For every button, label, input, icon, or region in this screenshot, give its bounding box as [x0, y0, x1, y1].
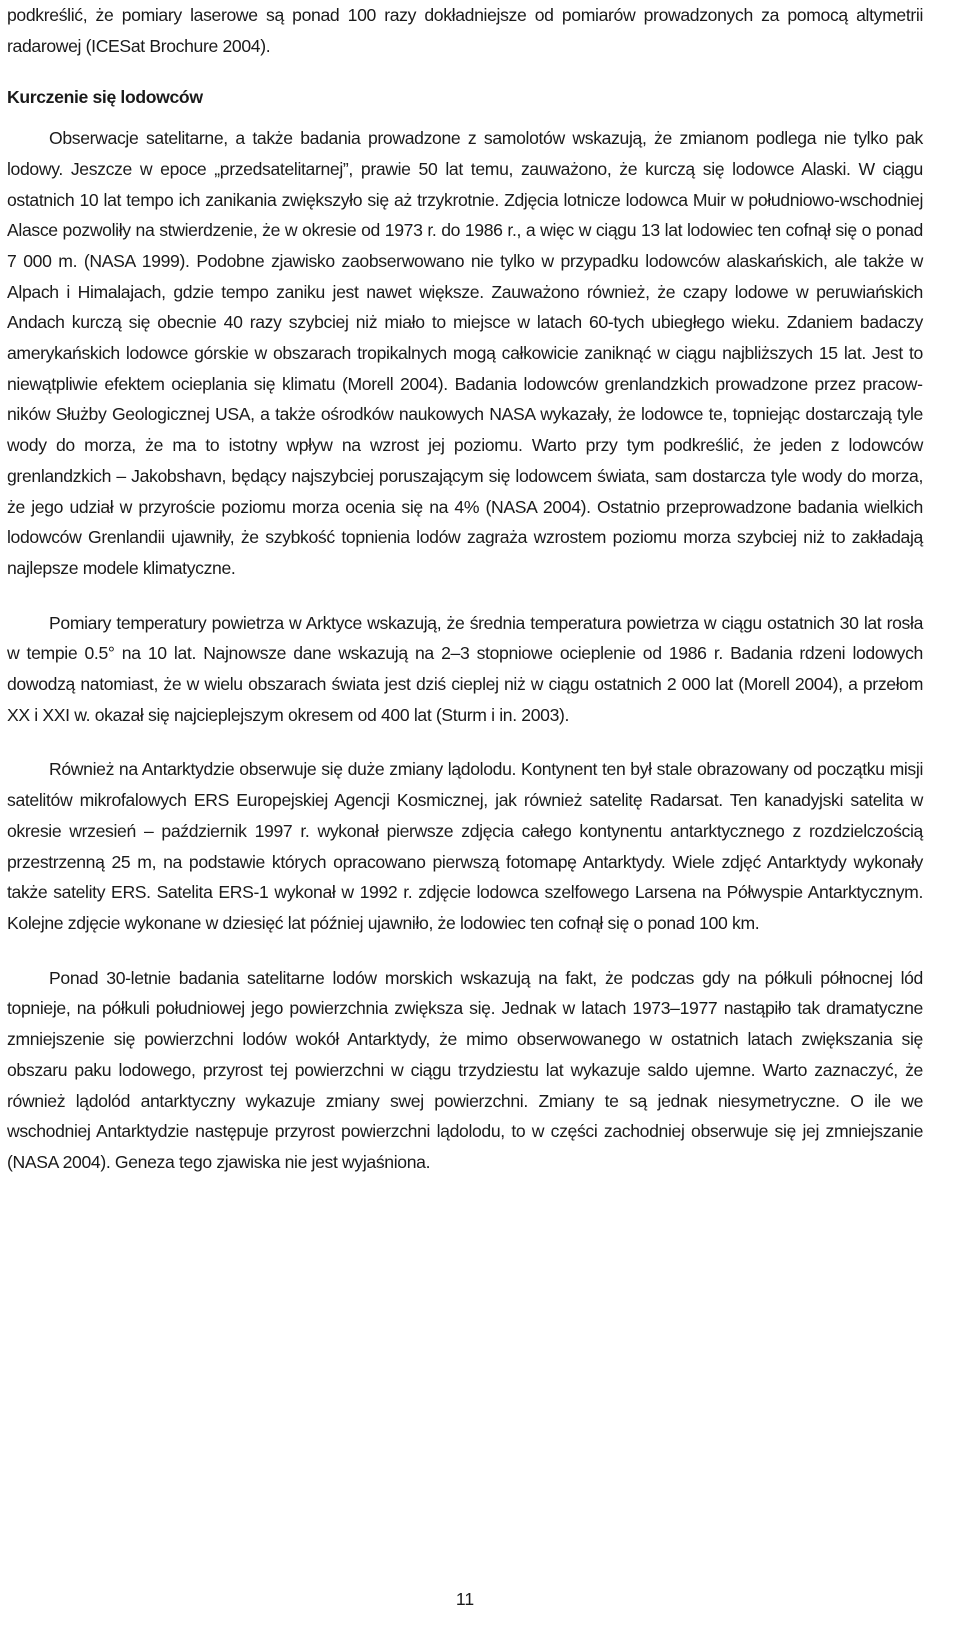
section-heading: Kurczenie się lodowców [7, 87, 203, 108]
paragraph-antarctica: Również na Antarktydzie obserwuje się duże zmiany lądolodu. Kontynent ten był stale obrazowany od początku misji satelitów mikrofalowych ERS Europejskiej Agencji Kosmicznej, jak również satelitę Radarsat. Ten kanadyjski satelita w okresie wrzesień – październik 1997 r. wykonał pierwsze zdjęcia całego kontynentu antarktycznego z rozdzielczością przestrzenną 25 m, na podstawie których opracowano pierwszą fotomapę Antarktydy. Wiele zdjęć Antarktydy wykonały także satelity ERS. Satelita ERS-1 wykonał w 1992 r. zdjęcie lodowca szelfowego Larsena na Półwyspie Antarktycznym. Kolejne zdjęcie wykonane w dziesięć lat później ujawniło, że lodowiec ten cofnął się o ponad 100 km. [7, 759, 923, 933]
paragraph-glaciers: Obserwacje satelitarne, a także badania prowadzone z samolotów wskazują, że zmianom podlega nie tylko pak lodowy. Jeszcze w epoce „przedsatelitarnej”, prawie 50 lat temu, zauważono, że kurczą się lodowce Alaski. W ciągu ostatnich 10 lat tempo ich zanikania zwiększyło się aż trzykrotnie. Zdjęcia lotnicze lodowca Muir w południowo-wschodniej Alasce pozwoliły na stwierdzenie, że w okresie od 1973 r. do 1986 r., a więc w ciągu 13 lat lodowiec ten cofnął się o ponad 7 000 m. (NASA 1999). Podobne zjawisko zaobserwowano nie tylko w przypadku lodowców alaskańskich, ale także w Alpach i Himalajach, gdzie tempo zaniku jest nawet większe. Zauważono również, że czapy lodowe w peruwiańskich Andach kurczą się obecnie 40 razy szybciej niż miało to miejsce w latach 60-tych ubiegłego wieku. Zdaniem badaczy amerykańskich lodowce górskie w obszarach tropikalnych mogą całkowicie zaniknąć w ciągu najbliższych 15 lat. Jest to niewątpliwie efektem ocieplania się klimatu (Morell 2004). Badania lodowców grenlandzkich prowadzone przez pracowników Służby Geologicznej USA, a także ośrodków naukowych NASA wykazały, że lodowce te, topniejąc dostarczają tyle wody do morza, że ma to istotny wpływ na wzrost jej poziomu. Warto przy tym podkreślić, że jeden z lodowców grenlandzkich – Jakobshavn, będący najszybciej poruszającym się lodowcem świata, sam dostarcza tyle wody do morza, że jego udział w przyroście poziomu morza ocenia się na 4% (NASA 2004). Ostatnio przeprowadzone badania wielkich lodowców Grenlandii ujawniły, że szybkość topnienia lodów zagraża wzrostem poziomu morza szybciej niż to zakładają najlepsze modele klimatyczne. [7, 128, 923, 578]
paragraph-arctic-temperature: Pomiary temperatury powietrza w Arktyce wskazują, że średnia temperatura powietrza w ciągu ostatnich 30 lat rosła w tempie 0.5° na 10 lat. Najnowsze dane wskazują na 2–3 stopniowe ocieplenie od 1986 r. Badania rdzeni lodowych dowodzą natomiast, że w wielu obszarach świata jest dziś cieplej niż w ciągu ostatnich 2 000 lat (Morell 2004), a przełom XX i XXI w. okazał się najcieplejszym okresem od 400 lat (Sturm i in. 2003). [7, 612, 923, 725]
document-page [7, 0, 923, 1178]
paragraph-sea-ice: Ponad 30-letnie badania satelitarne lodów morskich wskazują na fakt, że podczas gdy na półkuli północnej lód topnieje, na półkuli południowej jego powierzchnia zwiększa się. Jednak w latach 1973–1977 nastąpiło tak dramatyczne zmniejszenie się powierzchni lodów wokół Antarktydy, że mimo obserwowanego w ostatnich latach zwiększania się obszaru paku lodowego, przyrost tej powierzchni w ciągu trzydziestu lat wykazuje saldo ujemne. Warto zaznaczyć, że również lądolód antarktyczny wykazuje zmiany swej powierzchni. Zmiany te są jednak niesymetryczne. O ile we wschodniej Antarktydzie następuje przyrost powierzchni lądolodu, to w części zachodniej obserwuje się jej zmniejszanie (NASA 2004). Geneza tego zjawiska nie jest wyjaśniona. [7, 967, 923, 1172]
intro-continuation-paragraph: podkreślić, że pomiary laserowe są ponad 100 razy dokładniejsze od pomiarów prowadzonych za pomocą altymetrii radarowej (ICESat Brochure 2004). [7, 5, 923, 56]
page-number: 11 [455, 1589, 475, 1609]
